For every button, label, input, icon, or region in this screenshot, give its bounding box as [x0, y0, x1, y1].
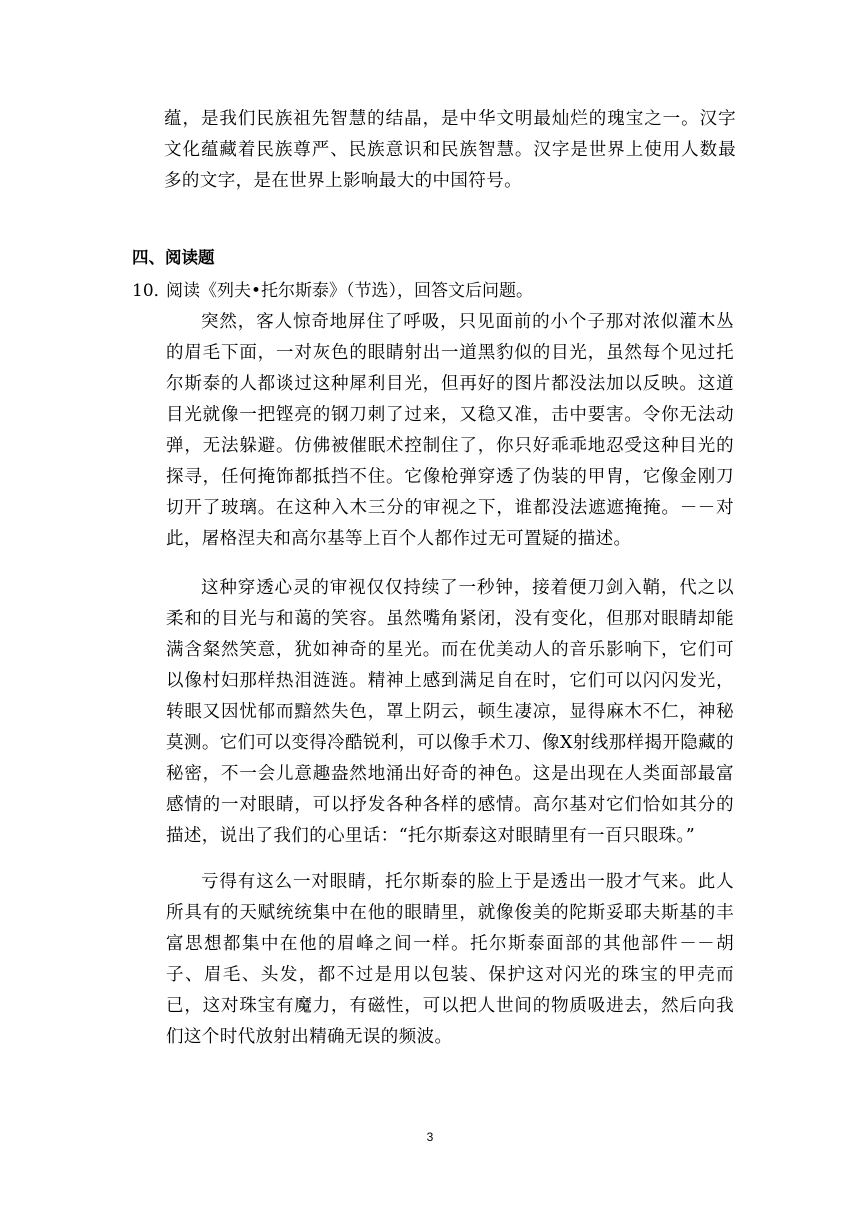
passage-paragraph-1: 突然，客人惊奇地屏住了呼吸，只见面前的小个子那对浓似灌木丛的眉毛下面，一对灰色的眼睛射出一道黑豹似的目光，虽然每个见过托尔斯泰的人都谈过这种犀利目光，但再好的图片都没法加以反映。这道目光就像一把铿亮的钢刀刺了过来，又稳又准，击中要害。令你无法动弹，无法躲避。仿佛被催眠术控制住了，你只好乖乖地忍受这种目光的探寻，任何掩饰都抵挡不住。它像枪弹穿透了伪装的甲胄，它像金刚刀切开了玻璃。在这种入木三分的审视之下，谁都没法遮遮掩掩。－－对此，屠格涅夫和高尔基等上百个人都作过无可置疑的描述。 — [166, 312, 734, 549]
page-number: 3 — [426, 1130, 434, 1144]
section-heading: 四、阅读题 — [132, 248, 215, 267]
passage-paragraph-3: 亏得有这么一对眼睛，托尔斯泰的脸上于是透出一股才气来。此人所具有的天赋统统集中在他的眼睛里，就像俊美的陀斯妥耶夫斯基的丰富思想都集中在他的眉峰之间一样。托尔斯泰面部的其他部件－－胡子、眉毛、头发，都不过是用以包装、保护这对闪光的珠宝的甲壳而已，这对珠宝有魔力，有磁性，可以把人世间的物质吸进去，然后向我们这个时代放射出精确无误的频波。 — [166, 872, 734, 1047]
question-number: 10． — [132, 281, 171, 301]
passage-paragraph-2: 这种穿透心灵的审视仅仅持续了一秒钟，接着便刀剑入鞘，代之以柔和的目光与和蔼的笑容。虽然嘴角紧闭，没有变化，但那对眼睛却能满含粲然笑意，犹如神奇的星光。而在优美动人的音乐影响下，它们可以像村妇那样热泪涟涟。精神上感到满足自在时，它们可以闪闪发光，转眼又因忧郁而黯然失色，罩上阴云，顿生凄凉，显得麻木不仁，神秘莫测。它们可以变得冷酷锐利，可以像手术刀、像X射线那样揭开隐藏的秘密，不一会儿意趣盎然地涌出好奇的神色。这是出现在人类面部最富感情的一对眼睛，可以抒发各种各样的感情。高尔基对它们恰如其分的描述，说出了我们的心里话：“托尔斯泰这对眼睛里有一百只眼珠。” — [166, 578, 734, 846]
question-prompt — [132, 276, 533, 306]
question-text: 阅读《列夫•托尔斯泰》（节选），回答文后问题。 — [166, 281, 534, 301]
intro-paragraph: 蕴，是我们民族祖先智慧的结晶，是中华文明最灿烂的瑰宝之一。汉字文化蕴藏着民族尊严、民族意识和民族智慧。汉字是世界上使用人数最多的文字，是在世界上影响最大的中国符号。 — [164, 109, 736, 191]
